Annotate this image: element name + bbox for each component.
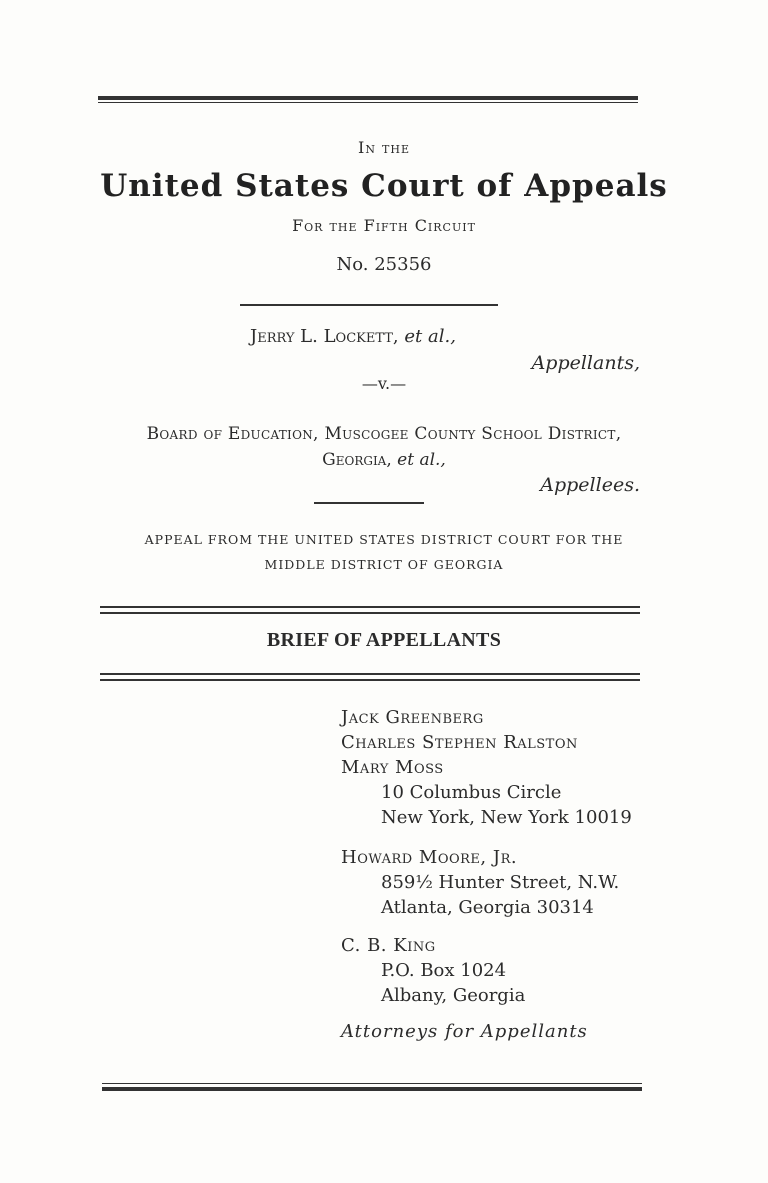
brief-rule-top-1: [100, 606, 640, 608]
counsel-name: C. B. King: [341, 935, 436, 956]
counsel-group-3: [341, 933, 525, 1008]
counsel-address: New York, New York 10019: [381, 807, 632, 828]
appellee-party-line1: Board of Education, Muscogee County School District,: [146, 424, 622, 444]
counsel-address: Atlanta, Georgia 30314: [381, 897, 594, 918]
versus: —v.—: [361, 374, 407, 393]
top-rule: [98, 96, 638, 100]
counsel-group-2: [341, 845, 619, 920]
counsel-name: Jack Greenberg: [341, 707, 484, 728]
counsel-address: 10 Columbus Circle: [381, 782, 562, 803]
counsel-name: Howard Moore, Jr.: [341, 847, 518, 868]
counsel-address: P.O. Box 1024: [381, 960, 507, 981]
counsel-address: 859½ Hunter Street, N.W.: [381, 872, 620, 893]
appellees-role: Appellees.: [540, 474, 640, 496]
counsel-name: Mary Moss: [341, 757, 444, 778]
court-title: United States Court of Appeals: [100, 168, 668, 204]
brief-rule-bottom-2: [100, 679, 640, 681]
attorneys-role: Attorneys for Appellants: [341, 1021, 588, 1042]
in-the-heading: In the: [358, 138, 410, 157]
appellant-name: Jerry L. Lockett,: [250, 326, 399, 347]
counsel-group-1: [341, 705, 632, 830]
counsel-address: Albany, Georgia: [381, 985, 526, 1006]
appellant-party: [250, 326, 456, 347]
docket-number: No. 25356: [336, 254, 432, 275]
bottom-rule: [102, 1087, 642, 1091]
appellee-state: Georgia,: [322, 450, 392, 470]
parties-divider: [314, 502, 424, 504]
appellants-role: Appellants,: [531, 352, 640, 374]
brief-rule-top-2: [100, 612, 640, 614]
brief-rule-bottom-1: [100, 673, 640, 675]
counsel-name: Charles Stephen Ralston: [341, 732, 578, 753]
bottom-rule-thin: [102, 1083, 642, 1084]
appellee-etal: et al.,: [397, 450, 446, 470]
appeal-from-line1: APPEAL FROM THE UNITED STATES DISTRICT COURT FOR THE: [144, 532, 624, 547]
brief-title: BRIEF OF APPELLANTS: [266, 629, 502, 651]
top-rule-thin: [98, 102, 638, 103]
appeal-from-line2: MIDDLE DISTRICT OF GEORGIA: [264, 557, 504, 572]
circuit-heading: For the Fifth Circuit: [292, 216, 476, 235]
appeal-from-text: [0, 527, 768, 577]
docket-divider: [240, 304, 498, 306]
appellant-etal: et al.,: [404, 326, 456, 347]
appellee-party-line2: [0, 450, 768, 470]
